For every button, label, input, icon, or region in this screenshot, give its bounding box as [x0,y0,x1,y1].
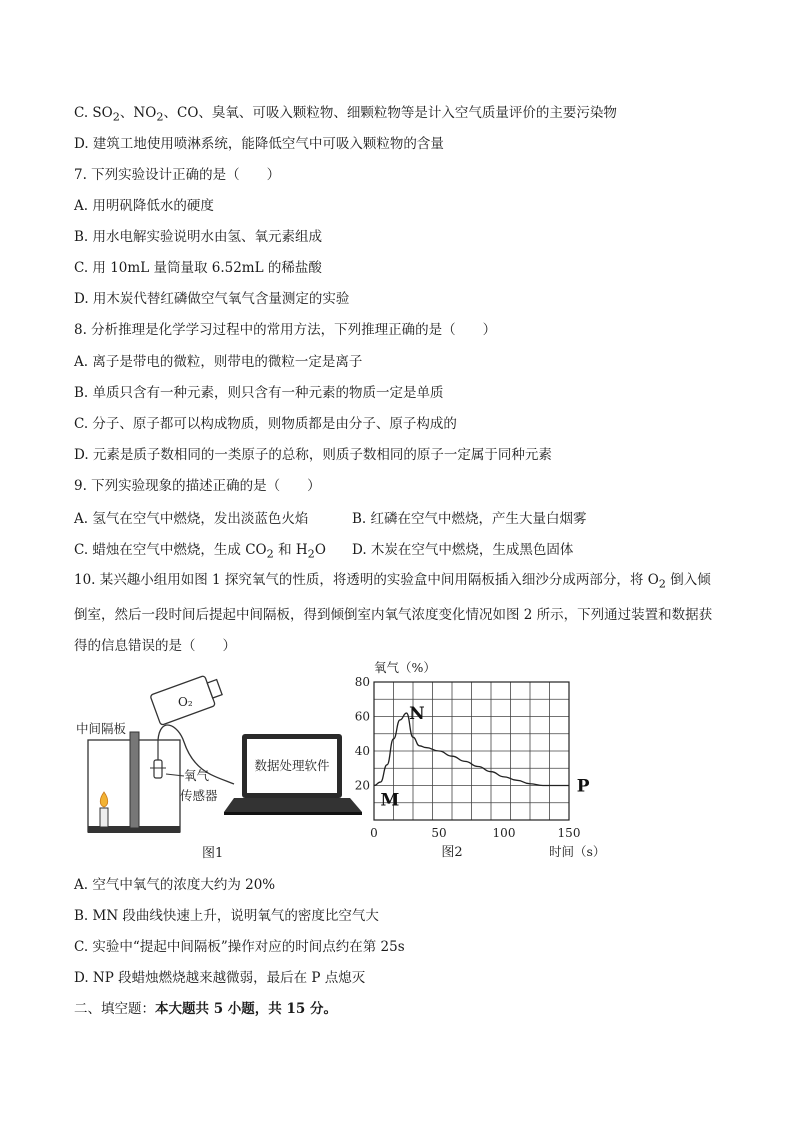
q10-option-b: B. MN 段曲线快速上升，说明氧气的密度比空气大 [74,908,379,924]
y-axis-label: 氧气（%） [374,660,436,675]
laptop-base [224,798,362,812]
line-q7a: A. 用明矾降低水的硬度 [74,198,214,214]
q9-option-c: C. 蜡烛在空气中燃烧，生成 $CO_2$ 和 $H_2O$ [74,542,326,561]
line-q9: 9. 下列实验现象的描述正确的是（ ） [74,478,321,494]
q10-option-d: D. NP 段蜡烛燃烧越来越微弱，最后在 P 点熄灭 [74,970,366,986]
point-label-n: N [409,704,425,725]
x-axis-label: 时间（s） [549,844,606,859]
figure-area [74,656,722,861]
x-tick-label: 50 [431,826,447,840]
line-q8d: D. 元素是质子数相同的一类原子的总称，则质子数相同的原子一定属于同种元素 [74,447,552,463]
q10-stem: 10. 某兴趣小组用如图 1 探究氧气的性质，将透明的实验盒中间用隔板插入细沙分成两部分，将 $O_2$ 倒入倾倒室，然后一段时间后提起中间隔板，得到倾倒室内氧气浓度变化情况如图 2 所示，下列通过装置和数据获得的信息错误的是（ ） [74,572,713,654]
line-q7c: C. 用 10mL 量筒量取 6.52mL 的稀盐酸 [74,260,322,276]
y-tick-label: 20 [354,778,370,793]
line-q8c: C. 分子、原子都可以构成物质，则物质都是由分子、原子构成的 [74,416,457,432]
partition-label: 中间隔板 [76,721,127,736]
y-tick-label: 60 [354,709,370,724]
q9-option-a: A. 氢气在空气中燃烧，发出淡蓝色火焰 [74,511,309,527]
line-l1: C. $SO_2$、$NO_2$、CO、臭氧、可吸入颗粒物、细颗粒物等是计入空气质量评价的主要污染物 [74,105,617,124]
oxygen-chart [354,656,719,861]
apparatus-figure [74,656,364,861]
y-tick-label: 40 [354,744,370,758]
q10-option-a: A. 空气中氧气的浓度大约为 20% [74,877,276,893]
q9-option-d: D. 木炭在空气中燃烧，生成黑色固体 [352,542,574,558]
point-label-p: P [576,776,590,797]
line-q7: 7. 下列实验设计正确的是（ ） [74,167,281,183]
line-q8: 8. 分析推理是化学学习过程中的常用方法，下列推理正确的是（ ） [74,322,497,338]
point-label-m: M [380,790,400,811]
line-l2: D. 建筑工地使用喷淋系统，能降低空气中可吸入颗粒物的含量 [74,136,444,152]
middle-partition [130,732,139,828]
oxygen-sensor [154,760,162,778]
q9-option-b: B. 红磷在空气中燃烧，产生大量白烟雾 [352,511,587,527]
q10-option-c: C. 实验中“提起中间隔板”操作对应的时间点约在第 25s [74,939,405,955]
x-tick-label: 0 [370,826,378,840]
x-tick-label: 150 [557,826,581,840]
line-q7d: D. 用木炭代替红磷做空气氧气含量测定的实验 [74,291,350,307]
laptop-label: 数据处理软件 [254,758,330,773]
line-q8a: A. 离子是带电的微粒，则带电的微粒一定是离子 [74,354,363,370]
sensor-label-2: 传感器 [180,788,218,803]
figure2-caption: 图2 [441,845,463,860]
candle [100,808,108,827]
line-q8b: B. 单质只含有一种元素，则只含有一种元素的物质一定是单质 [74,385,444,401]
line-q7b: B. 用水电解实验说明水由氢、氧元素组成 [74,229,323,245]
y-tick-label: 80 [354,675,370,689]
sensor-label-1: 氧气 [184,768,210,783]
figure1-caption: 图1 [202,846,224,861]
o2-bottle-label: O₂ [178,695,193,709]
section-2-heading: 二、填空题：本大题共 5 小题，共 15 分。 [74,1001,337,1017]
x-tick-label: 100 [492,826,516,840]
